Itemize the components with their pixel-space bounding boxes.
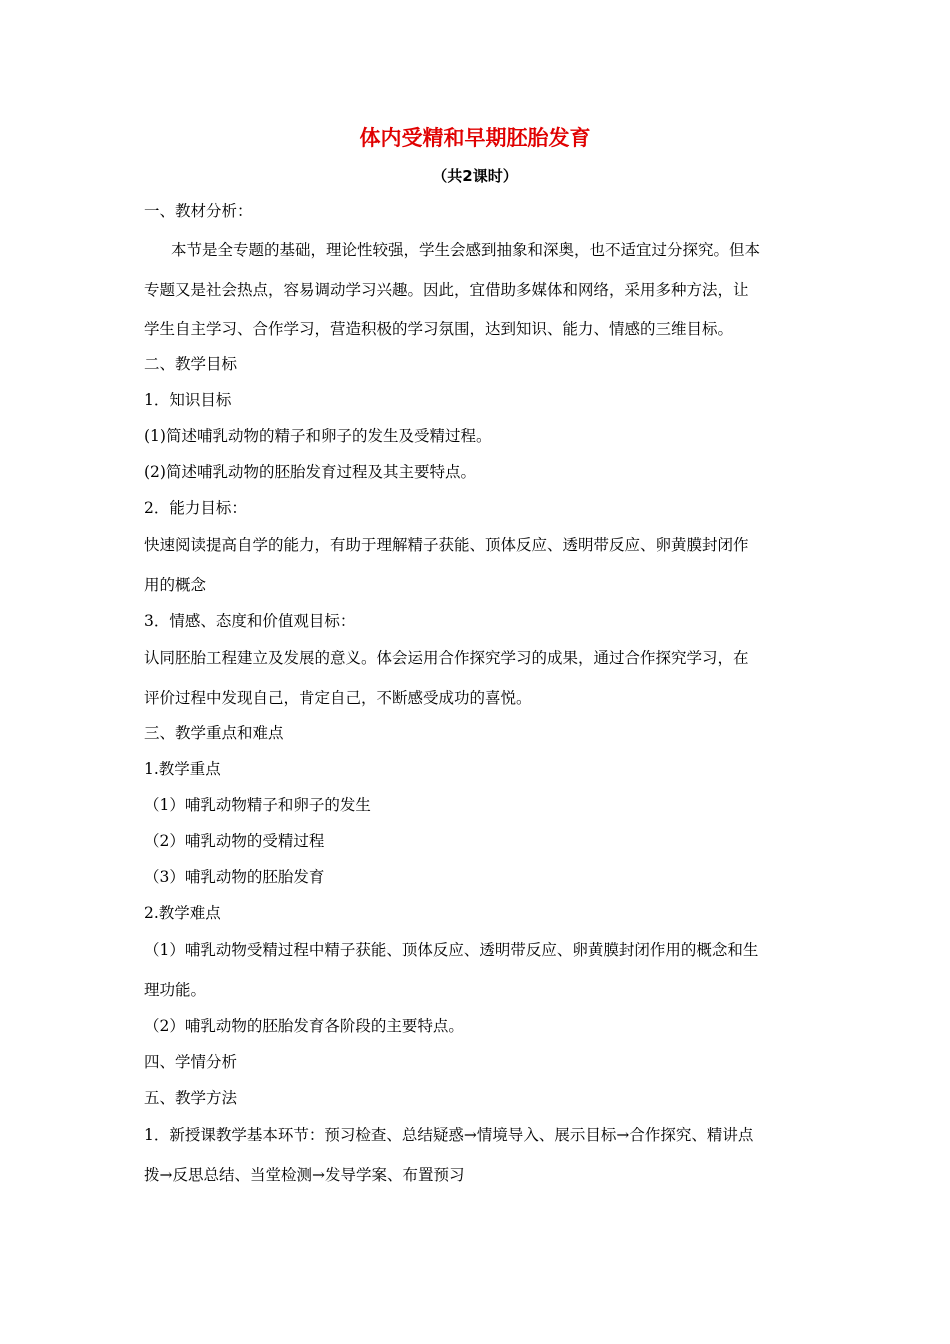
subsection-heading: 1.教学重点 xyxy=(144,760,221,778)
section-heading: 三、教学重点和难点 xyxy=(144,724,284,742)
subsection-heading: 3．情感、态度和价值观目标： xyxy=(144,612,356,630)
paragraph-line: 1．新授课教学基本环节：预习检查、总结疑惑→情境导入、展示目标→合作探究、精讲点 xyxy=(144,1126,754,1144)
paragraph-line: 本节是全专题的基础，理论性较强，学生会感到抽象和深奥，也不适宜过分探究。但本 xyxy=(171,241,761,259)
list-item: (2)简述哺乳动物的胚胎发育过程及其主要特点。 xyxy=(144,463,476,481)
section-heading: 二、教学目标 xyxy=(144,355,238,373)
list-item: 理功能。 xyxy=(144,981,207,999)
list-item: （1）哺乳动物受精过程中精子获能、顶体反应、透明带反应、卵黄膜封闭作用的概念和生 xyxy=(144,941,759,959)
list-item: (1)简述哺乳动物的精子和卵子的发生及受精过程。 xyxy=(144,427,492,445)
list-item: （2）哺乳动物的受精过程 xyxy=(144,832,325,850)
paragraph-line: 学生自主学习、合作学习，营造积极的学习氛围，达到知识、能力、情感的三维目标。 xyxy=(144,320,734,338)
page-title: 体内受精和早期胚胎发育 xyxy=(359,126,591,150)
section-heading: 一、教材分析： xyxy=(144,202,253,220)
paragraph-line: 拨→反思总结、当堂检测→发导学案、布置预习 xyxy=(144,1166,465,1184)
section-heading: 五、教学方法 xyxy=(144,1089,238,1107)
subsection-heading: 2．能力目标： xyxy=(144,499,247,517)
paragraph-line: 用的概念 xyxy=(144,576,207,594)
paragraph-line: 评价过程中发现自己，肯定自己，不断感受成功的喜悦。 xyxy=(144,689,532,707)
paragraph-line: 快速阅读提高自学的能力，有助于理解精子获能、顶体反应、透明带反应、卵黄膜封闭作 xyxy=(144,536,749,554)
subsection-heading: 1．知识目标 xyxy=(144,391,232,409)
section-heading: 四、学情分析 xyxy=(144,1053,238,1071)
list-item: （3）哺乳动物的胚胎发育 xyxy=(144,868,325,886)
paragraph-line: 认同胚胎工程建立及发展的意义。体会运用合作探究学习的成果，通过合作探究学习，在 xyxy=(144,649,749,667)
list-item: （2）哺乳动物的胚胎发育各阶段的主要特点。 xyxy=(144,1017,464,1035)
paragraph-line: 专题又是社会热点，容易调动学习兴趣。因此，宜借助多媒体和网络，采用多种方法，让 xyxy=(144,281,749,299)
subsection-heading: 2.教学难点 xyxy=(144,904,221,922)
page-subtitle: （共2课时） xyxy=(432,167,518,185)
list-item: （1）哺乳动物精子和卵子的发生 xyxy=(144,796,371,814)
